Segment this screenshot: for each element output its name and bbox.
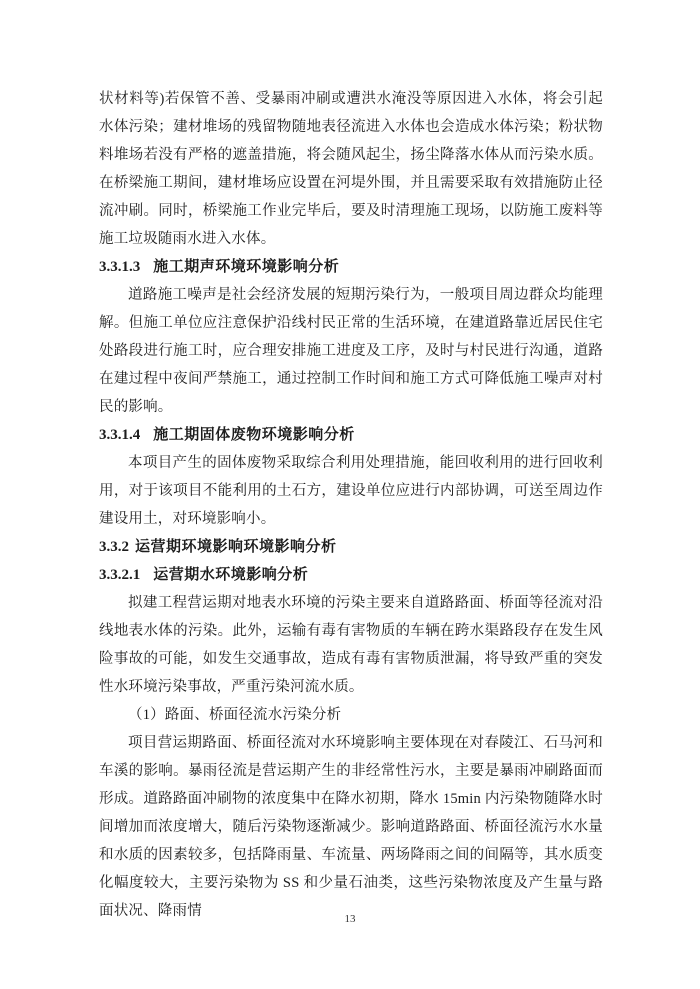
body-paragraph-solid-waste: 本项目产生的固体废物采取综合利用处理措施，能回收利用的进行回收利用，对于该项目不能利用的土石方，建设单位应进行内部协调，可送至周边作建设用土，对环境影响小。 xyxy=(99,455,603,527)
section-number: 3.3.2.1 xyxy=(99,567,141,583)
section-title: 运营期水环境影响分析 xyxy=(153,566,309,583)
section-heading-3-3-2-1 xyxy=(99,561,603,589)
section-number: 3.3.1.3 xyxy=(99,259,141,275)
body-paragraph-operation-water: 拟建工程营运期对地表水环境的污染主要来自道路路面、桥面等径流对沿线地表水体的污染。此外，运输有毒有害物质的车辆在跨水渠路段存在发生风险事故的可能，如发生交通事故，造成有毒有害物质泄漏，将导致严重的突发性水环境污染事故，严重污染河流水质。 xyxy=(99,595,603,695)
section-heading-3-3-1-3 xyxy=(99,253,603,281)
body-paragraph-runoff: 项目营运期路面、桥面径流对水环境影响主要体现在对春陵江、石马河和车溪的影响。暴雨径流是营运期产生的非经常性污水，主要是暴雨冲刷路面而形成。道路路面冲刷物的浓度集中在降水初期，降水 15min 内污染物随降水时间增加而浓度增大，随后污染物逐渐减少。影响道路路面、桥面径流污水水量和水质的因素较多，包括降雨量、车流量、两场降雨之间的间隔等，其水质变化幅度较大，主要污染物为 SS 和少量石油类，这些污染物浓度及产生量与路面状况、降雨情 xyxy=(99,735,603,919)
body-paragraph-continued: 状材料等)若保管不善、受暴雨冲刷或遭洪水淹没等原因进入水体，将会引起水体污染；建材堆场的残留物随地表径流进入水体也会造成水体污染；粉状物料堆场若没有严格的遮盖措施，将会随风起尘，扬尘降落水体从而污染水质。在桥梁施工期间，建材堆场应设置在河堤外围，并且需要采取有效措施防止径流冲刷。同时，桥梁施工作业完毕后，要及时清理施工现场，以防施工废料等施工垃圾随雨水进入水体。 xyxy=(99,91,603,247)
section-title: 运营期环境影响环境影响分析 xyxy=(135,538,337,555)
page-body xyxy=(99,85,603,925)
body-paragraph-noise: 道路施工噪声是社会经济发展的短期污染行为，一般项目周边群众均能理解。但施工单位应注意保护沿线村民正常的生活环境，在建道路靠近居民住宅处路段进行施工时，应合理安排施工进度及工序，及时与村民进行沟通，道路在建过程中夜间严禁施工，通过控制工作时间和施工方式可降低施工噪声对村民的影响。 xyxy=(99,287,603,415)
section-title: 施工期固体废物环境影响分析 xyxy=(153,426,355,443)
section-title: 施工期声环境环境影响分析 xyxy=(153,258,340,275)
body-paragraph-list-item-1: （1）路面、桥面径流水污染分析 xyxy=(128,707,342,723)
section-heading-3-3-2 xyxy=(99,533,603,561)
section-number: 3.3.1.4 xyxy=(99,427,141,443)
section-number: 3.3.2 xyxy=(99,539,129,555)
section-heading-3-3-1-4 xyxy=(99,421,603,449)
page-number: 13 xyxy=(344,913,356,925)
